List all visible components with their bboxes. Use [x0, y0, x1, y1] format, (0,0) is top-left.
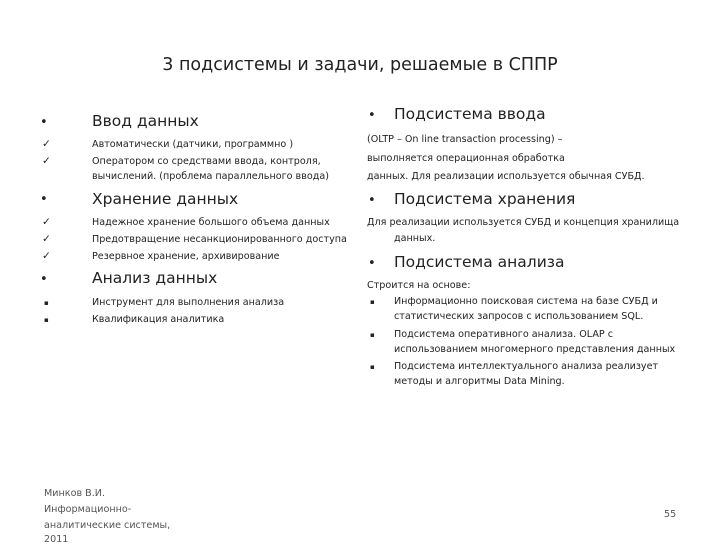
list-item: Подсистема интеллектуального анализа реализует [394, 361, 659, 372]
bullet-icon: • [368, 108, 376, 123]
square-bullet-icon: ▪ [44, 299, 49, 307]
check-icon: ✓ [42, 155, 51, 167]
list-item-continuation: методы и алгоритмы Data Mining. [394, 376, 565, 387]
square-bullet-icon: ▪ [370, 331, 375, 339]
footer-author: 2011 [44, 534, 69, 545]
heading-analysis-subsystem: Подсистема анализа [394, 253, 565, 271]
heading-storage-data: Хранение данных [92, 190, 239, 208]
square-bullet-icon: ▪ [370, 298, 375, 306]
paragraph-line: Строится на основе: [367, 280, 471, 291]
list-item: Подсистема оперативного анализа. OLAP с [394, 329, 614, 340]
bullet-icon: • [40, 192, 48, 207]
footer-author: Информационно- [44, 504, 132, 515]
heading-input-subsystem: Подсистема ввода [394, 105, 546, 123]
footer-author: Минков В.И. [44, 488, 106, 499]
square-bullet-icon: ▪ [44, 316, 49, 324]
heading-analysis-data: Анализ данных [92, 269, 218, 287]
list-item-continuation: использованием многомерного представления данных [394, 344, 676, 355]
page-number: 55 [664, 509, 677, 520]
list-item-continuation: вычислений. (проблема параллельного ввода) [92, 171, 329, 182]
paragraph-line: Для реализации используется СУБД и концепция хранилища [367, 217, 680, 228]
check-icon: ✓ [42, 250, 51, 262]
list-item: Квалификация аналитика [92, 314, 225, 325]
paragraph-line: данных. Для реализации используется обычная СУБД. [367, 171, 645, 182]
list-item: Инструмент для выполнения анализа [92, 297, 285, 308]
paragraph-line: (OLTP – On line transaction processing) – [367, 134, 563, 145]
page-title: 3 подсистемы и задачи, решаемые в СППР [162, 55, 558, 75]
check-icon: ✓ [42, 216, 51, 228]
list-item: Информационно поисковая система на базе СУБД и [394, 296, 658, 307]
bullet-icon: • [368, 193, 376, 208]
footer-author: аналитические системы, [44, 520, 171, 531]
check-icon: ✓ [42, 233, 51, 245]
list-item: Надежное хранение большого объема данных [92, 217, 330, 228]
list-item: Автоматически (датчики, программно ) [92, 139, 294, 150]
bullet-icon: • [40, 272, 48, 287]
list-item-continuation: статистических запросов с использованием SQL. [394, 311, 644, 322]
list-item: Предотвращение несанкционированного доступа [92, 234, 347, 245]
heading-storage-subsystem: Подсистема хранения [394, 190, 576, 208]
paragraph-line: выполняется операционная обработка [367, 153, 565, 164]
list-item: Резервное хранение, архивирование [92, 251, 280, 262]
check-icon: ✓ [42, 138, 51, 150]
heading-input-data: Ввод данных [92, 112, 199, 130]
square-bullet-icon: ▪ [370, 363, 375, 371]
bullet-icon: • [40, 115, 48, 130]
bullet-icon: • [368, 256, 376, 271]
list-item: Оператором со средствами ввода, контроля, [92, 156, 321, 167]
paragraph-line: данных. [394, 233, 436, 244]
